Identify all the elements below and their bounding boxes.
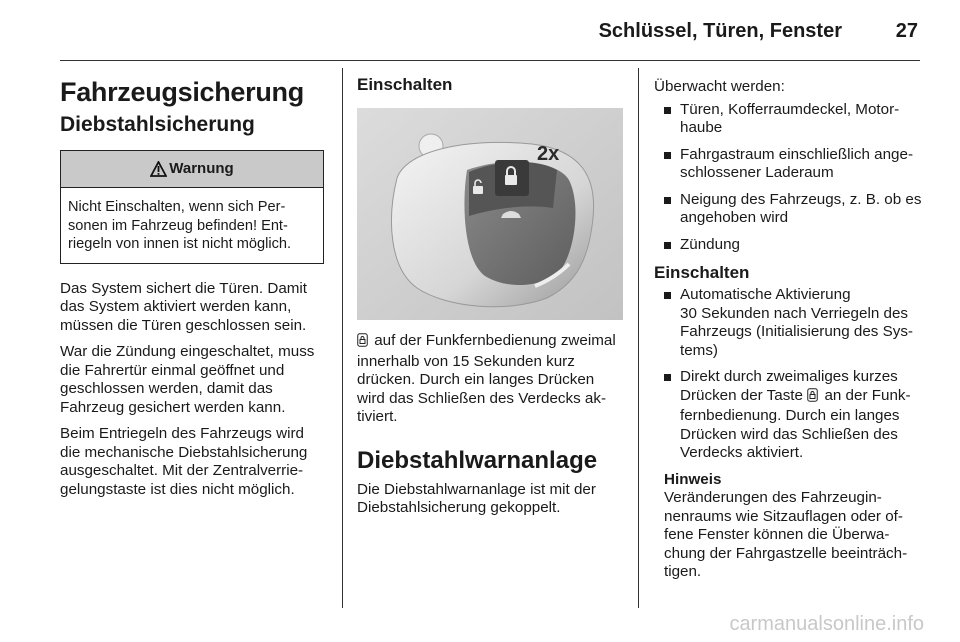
warning-triangle-icon — [150, 161, 167, 177]
alarm-text: Die Diebstahlwarnanlage ist mit der Diebstahlsicherung gekoppelt. — [357, 480, 596, 516]
list-item: Direkt durch zweimaliges kurzes Drücken der Taste an der Funkfernbedienung. Durch ein langes Drücken wird das Schließen des Verdecks aktiviert. — [654, 368, 922, 463]
right-column — [654, 78, 922, 582]
activation-list — [654, 286, 922, 463]
einschalten-heading: Einschalten — [357, 75, 453, 94]
image-label-2x: 2x — [537, 143, 560, 165]
left-column — [60, 64, 326, 507]
lock-icon — [357, 333, 368, 353]
list-item: Fahrgastraum einschließlich angeschlossener Laderaum — [654, 146, 922, 183]
chapter-title: Schlüssel, Türen, Fenster — [598, 20, 842, 42]
monitored-list — [654, 101, 922, 255]
instruction-paragraph: auf der Funkfernbedienung zweimal innerhalb von 15 Sekunden kurz drücken. Durch ein langes Drücken wird das Schließen des Verdecks aktiviert. — [357, 332, 616, 425]
warning-box — [60, 150, 324, 264]
subsection-heading: Diebstahlsicherung — [60, 113, 255, 136]
section-heading: Fahrzeugsicherung — [60, 77, 304, 107]
paragraph: Das System sichert die Türen. Damit das System aktiviert werden kann, müssen die Türen geschlossen sein. — [60, 279, 308, 334]
list-item: Zündung — [654, 236, 922, 255]
warning-title: Warnung — [169, 159, 234, 177]
page-header — [60, 16, 920, 48]
right-einschalten-heading: Einschalten — [654, 263, 750, 282]
column-divider-1 — [342, 68, 343, 608]
column-divider-2 — [638, 68, 639, 608]
page-number: 27 — [895, 20, 918, 42]
middle-column — [357, 64, 625, 526]
note-block — [654, 471, 922, 582]
note-title: Hinweis — [664, 470, 722, 488]
monitored-intro: Überwacht werden: — [654, 78, 785, 95]
watermark: carmanualsonline.info — [729, 613, 924, 635]
list-item: Türen, Kofferraumdeckel, Motorhaube — [654, 101, 922, 138]
note-text: Veränderungen des Fahrzeuginnenraums wie Sitzauflagen oder offene Fenster können die Überwachung der Fahrgastzelle beeinträchtigen. — [664, 489, 908, 580]
paragraph: War die Zündung eingeschaltet, muss die Fahrertür einmal geöffnet und geschlossen werden, damit das Fahrzeug gesichert werden kann. — [60, 343, 315, 416]
lock-icon — [807, 388, 818, 408]
warning-text: Nicht Einschalten, wenn sich Personen im Fahrzeug befinden! Entriegeln von innen ist nicht möglich. — [68, 199, 292, 252]
paragraph: Beim Entriegeln des Fahrzeugs wird die mechanische Diebstahlsicherung ausgeschaltet. Mit der Zentralverriegelungstaste ist dies nicht möglich. — [60, 425, 308, 498]
header-rule — [60, 60, 920, 61]
warning-header — [61, 151, 323, 188]
alarm-heading: Diebstahlwarnanlage — [357, 446, 598, 474]
list-item: Automatische Aktivierung 30 Sekunden nach Verriegeln des Fahrzeugs (Initialisierung des Systems) — [654, 286, 922, 360]
list-item: Neigung des Fahrzeugs, z. B. ob es angehoben wird — [654, 191, 922, 228]
key-fob-image — [357, 108, 623, 320]
